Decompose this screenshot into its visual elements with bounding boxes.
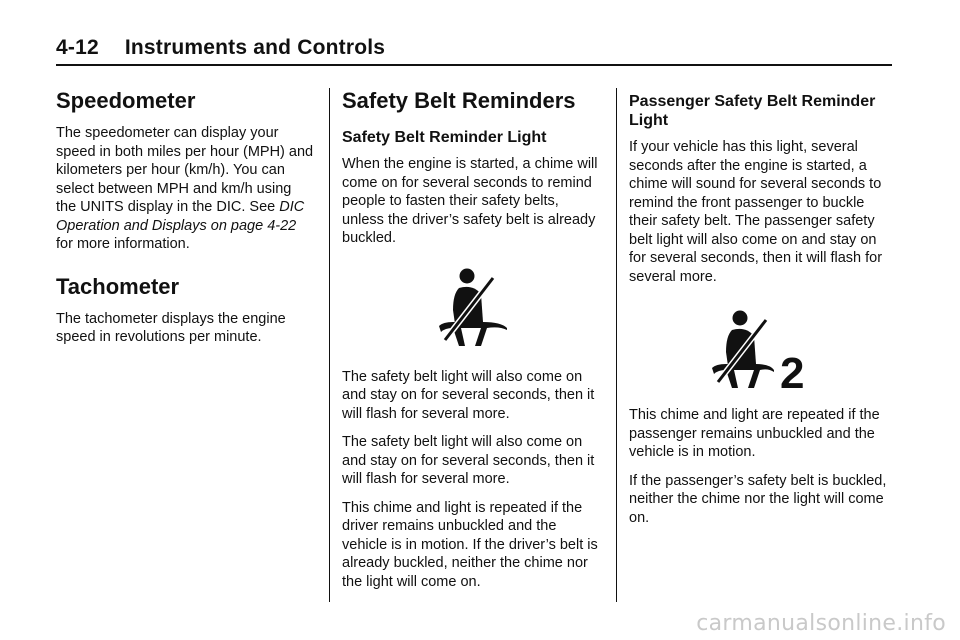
tachometer-heading: Tachometer [56,273,180,299]
page-number: 4-12 [56,36,99,59]
speedometer-body: The speedometer can display your speed in both miles per hour (MPH) and kilometers per hour (km/h). You can select between MPH and km/h using the UNITS display in the DIC. See [56,125,314,215]
passenger-seatbelt-icon [708,308,812,392]
reminder-para-1: The safety belt light will also come on and stay on for several seconds, then it will flash for several more. [342,368,595,422]
passenger-number-label: 2 [780,349,805,392]
reminder-light-subheading: Safety Belt Reminder Light [342,129,547,146]
speedometer-text [56,124,314,254]
column-left [56,88,314,357]
speedometer-body-end: for more information. [56,236,190,252]
passenger-para-2: If the passenger’s safety belt is buckled, neither the chime nor the light will come on. [629,472,887,526]
speedometer-heading: Speedometer [56,88,196,113]
column-divider [329,88,330,602]
watermark: carmanualsonline.info [696,611,946,636]
seatbelt-icon [433,266,513,350]
reminder-para-3: This chime and light is repeated if the driver remains unbuckled and the vehicle is in motion. If the driver’s belt is already buckled, neither the chime nor the light will come on. [342,499,598,590]
column-right [629,88,891,537]
column-middle [342,88,604,601]
tachometer-text: The tachometer displays the engine speed in revolutions per minute. [56,310,286,345]
reminder-para-2: The safety belt light will also come on and stay on for several seconds, then it will flash for several more. [342,434,595,487]
reminder-intro: When the engine is started, a chime will come on for several seconds to remind people to fasten their safety belts, unless the driver’s safety belt is already buckled. [342,156,598,246]
seatbelt-icon-box [342,266,604,350]
header-rule [56,64,892,66]
dic-reference-link[interactable]: DIC Operation and Displays on page 4-22 [56,199,305,234]
section-title: Instruments and Controls [124,36,386,59]
passenger-heading: Passenger Safety Belt Reminder Light [629,93,876,129]
passenger-para-1: This chime and light are repeated if the passenger remains unbuckled and the vehicle is in motion. [629,407,880,460]
safety-belt-heading: Safety Belt Reminders [342,88,576,113]
page-header [56,36,892,60]
passenger-icon-box [629,308,891,392]
column-divider [616,88,617,602]
passenger-intro: If your vehicle has this light, several seconds after the engine is started, a chime will sound for several seconds to remind the front passenger to buckle their safety belt. The passenger safety belt light will also come on and stay on for several seconds, then it will flash for several more. [629,139,883,285]
